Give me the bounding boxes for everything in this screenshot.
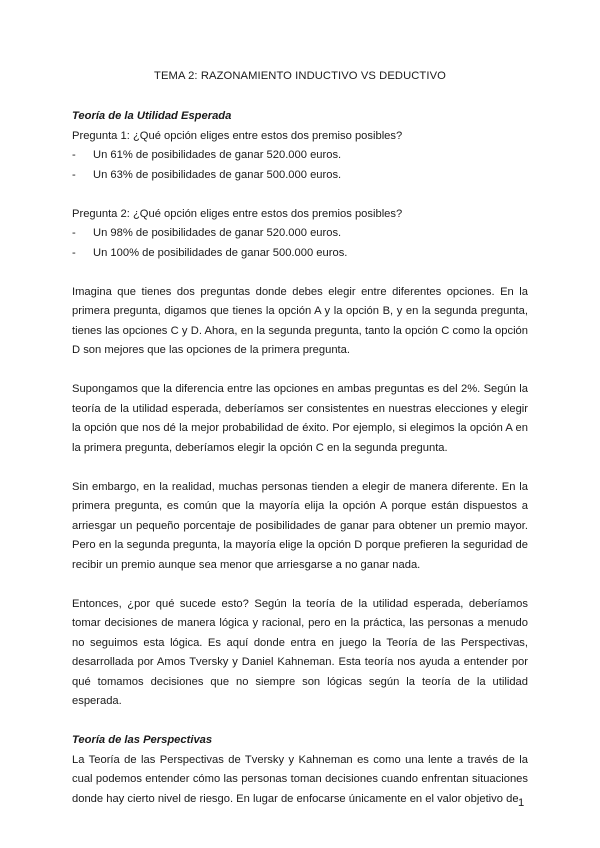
question-2-options [72, 224, 528, 263]
option-item: - Un 100% de posibilidades de ganar 500.000 euros. [72, 244, 528, 264]
section-heading-perspectivas: Teoría de las Perspectivas [72, 734, 213, 746]
paragraph: La Teoría de las Perspectivas de Tversky y Kahneman es como una lente a través de la cual podemos entender cómo las personas toman decisiones cuando enfrentan situaciones donde hay cierto nivel de riesgo. En lugar de enfocarse únicamente en el valor objetivo de [72, 753, 528, 805]
section-heading-utilidad: Teoría de la Utilidad Esperada [72, 110, 232, 122]
document-body [72, 107, 528, 809]
paragraph: Supongamos que la diferencia entre las opciones en ambas preguntas es del 2%. Según la teoría de la utilidad esperada, deberíamos ser consistentes en nuestras elecciones y elegir la opción que nos dé la mejor probabilidad de éxito. Por ejemplo, si elegimos la opción A en la primera pregunta, deberíamos elegir la opción C en la segunda pregunta. [72, 383, 528, 454]
option-item: - Un 61% de posibilidades de ganar 520.000 euros. [72, 146, 528, 166]
page-number: 1 [518, 797, 525, 809]
spacer [72, 361, 528, 381]
question-1-options [72, 146, 528, 185]
spacer [72, 263, 528, 283]
spacer [72, 575, 528, 595]
document-title: TEMA 2: RAZONAMIENTO INDUCTIVO VS DEDUCTIVO [154, 70, 446, 82]
paragraph: Sin embargo, en la realidad, muchas personas tienden a elegir de manera diferente. En la primera pregunta, es común que la mayoría elija la opción A porque están dispuestos a arriesgar un pequeño porcentaje de posibilidades de ganar para obtener un premio mayor. Pero en la segunda pregunta, la mayoría elige la opción D porque prefieren la seguridad de recibir un premio aunque sea menor que arriesgarse a no ganar nada. [72, 480, 528, 571]
spacer [72, 712, 528, 732]
option-item: - Un 63% de posibilidades de ganar 500.000 euros. [72, 166, 528, 186]
paragraph: Imagina que tienes dos preguntas donde debes elegir entre diferentes opciones. En la primera pregunta, digamos que tienes la opción A y la opción B, y en la segunda pregunta, tienes las opciones C y D. Ahora, en la segunda pregunta, tanto la opción C como la opción D son mejores que las opciones de la primera pregunta. [72, 285, 528, 356]
question-2: Pregunta 2: ¿Qué opción eliges entre estos dos premios posibles? [72, 207, 403, 220]
paragraph: Entonces, ¿por qué sucede esto? Según la teoría de la utilidad esperada, deberíamos tomar decisiones de manera lógica y racional, pero en la práctica, las personas a menudo no seguimos esta lógica. Es aquí donde entra en juego la Teoría de las Perspectivas, desarrollada por Amos Tversky y Daniel Kahneman. Esta teoría nos ayuda a entender por qué tomamos decisiones que no siempre son lógicas según la teoría de la utilidad esperada. [72, 597, 528, 707]
option-item: - Un 98% de posibilidades de ganar 520.000 euros. [72, 224, 528, 244]
spacer [72, 185, 528, 205]
spacer [72, 458, 528, 478]
question-1: Pregunta 1: ¿Qué opción eliges entre estos dos premiso posibles? [72, 129, 403, 142]
